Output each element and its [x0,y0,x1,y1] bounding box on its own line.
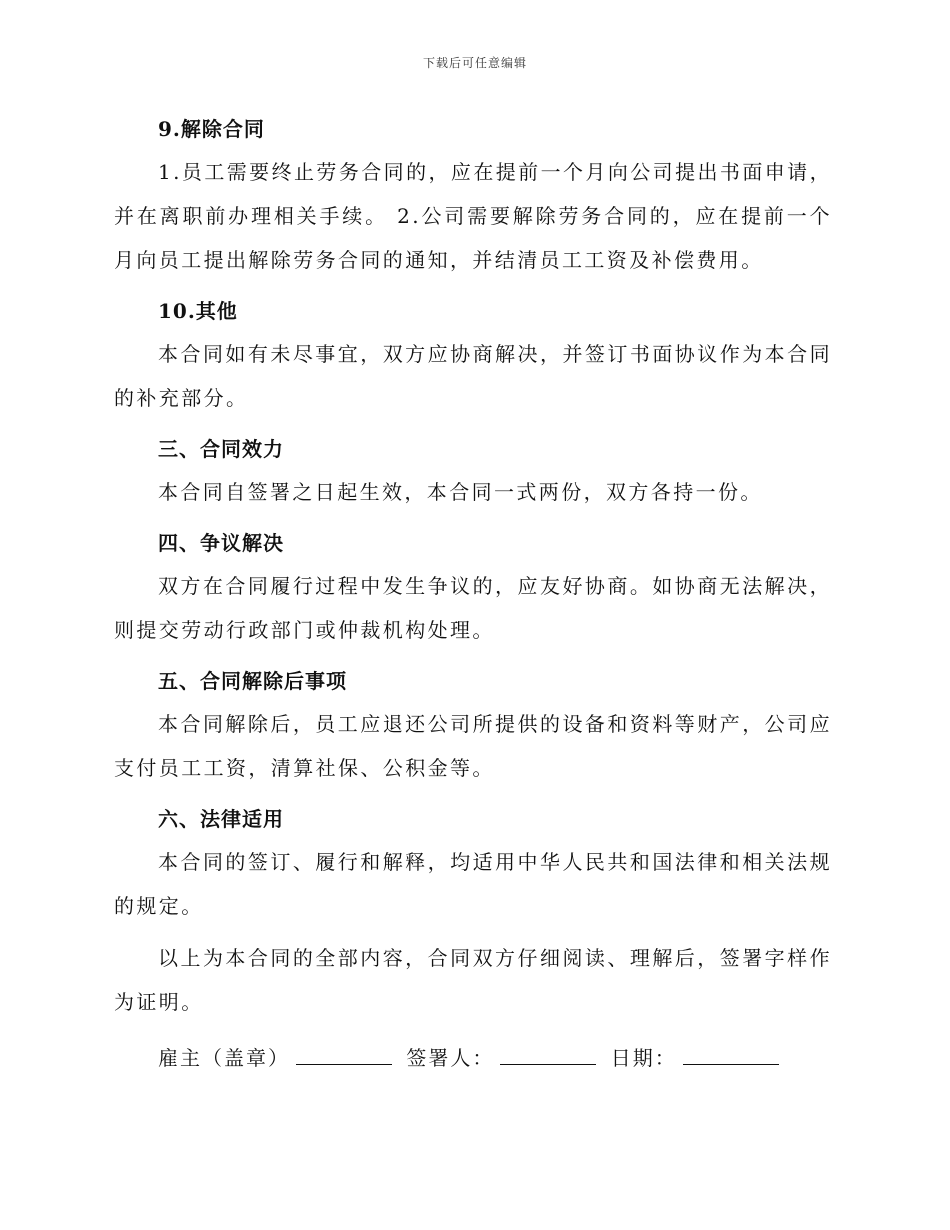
paragraph-closing: 以上为本合同的全部内容，合同双方仔细阅读、理解后，签署字样作为证明。 [114,946,832,1014]
signature-line [114,1036,832,1080]
signer-blank [500,1044,596,1065]
paragraph: 本合同解除后，员工应退还公司所提供的设备和资料等财产，公司应支付员工工资，清算社保、公积金等。 [114,712,832,780]
paragraph: 双方在合同履行过程中发生争议的，应友好协商。如协商无法解决，则提交劳动行政部门或仲裁机构处理。 [114,574,832,642]
section-heading-other: 10.其他 [158,299,238,323]
employer-seal-label: 雇主（盖章） [158,1046,290,1070]
page-header: 下载后可任意编辑 [422,56,527,70]
section-heading-dispute: 四、争议解决 [158,531,284,555]
section-heading-post-termination: 五、合同解除后事项 [158,669,347,693]
signer-label: 签署人： [406,1046,495,1070]
section-heading-validity: 三、合同效力 [158,437,284,461]
document-body [114,108,832,1080]
paragraph: 本合同的签订、履行和解释，均适用中华人民共和国法律和相关法规的规定。 [114,850,832,918]
paragraph: 本合同自签署之日起生效，本合同一式两份，双方各持一份。 [158,480,763,504]
paragraph: 1.员工需要终止劳务合同的，应在提前一个月向公司提出书面申请，并在离职前办理相关手续。 2.公司需要解除劳务合同的，应在提前一个月向员工提出解除劳务合同的通知，并结清员工工资及补偿费用。 [114,160,832,272]
section-heading-applicable-law: 六、法律适用 [158,807,284,831]
section-heading-termination: 9.解除合同 [158,117,265,141]
paragraph: 本合同如有未尽事宜，双方应协商解决，并签订书面协议作为本合同的补充部分。 [114,342,832,410]
employer-seal-blank [296,1044,392,1065]
date-blank [683,1044,779,1065]
date-label: 日期： [610,1046,677,1070]
